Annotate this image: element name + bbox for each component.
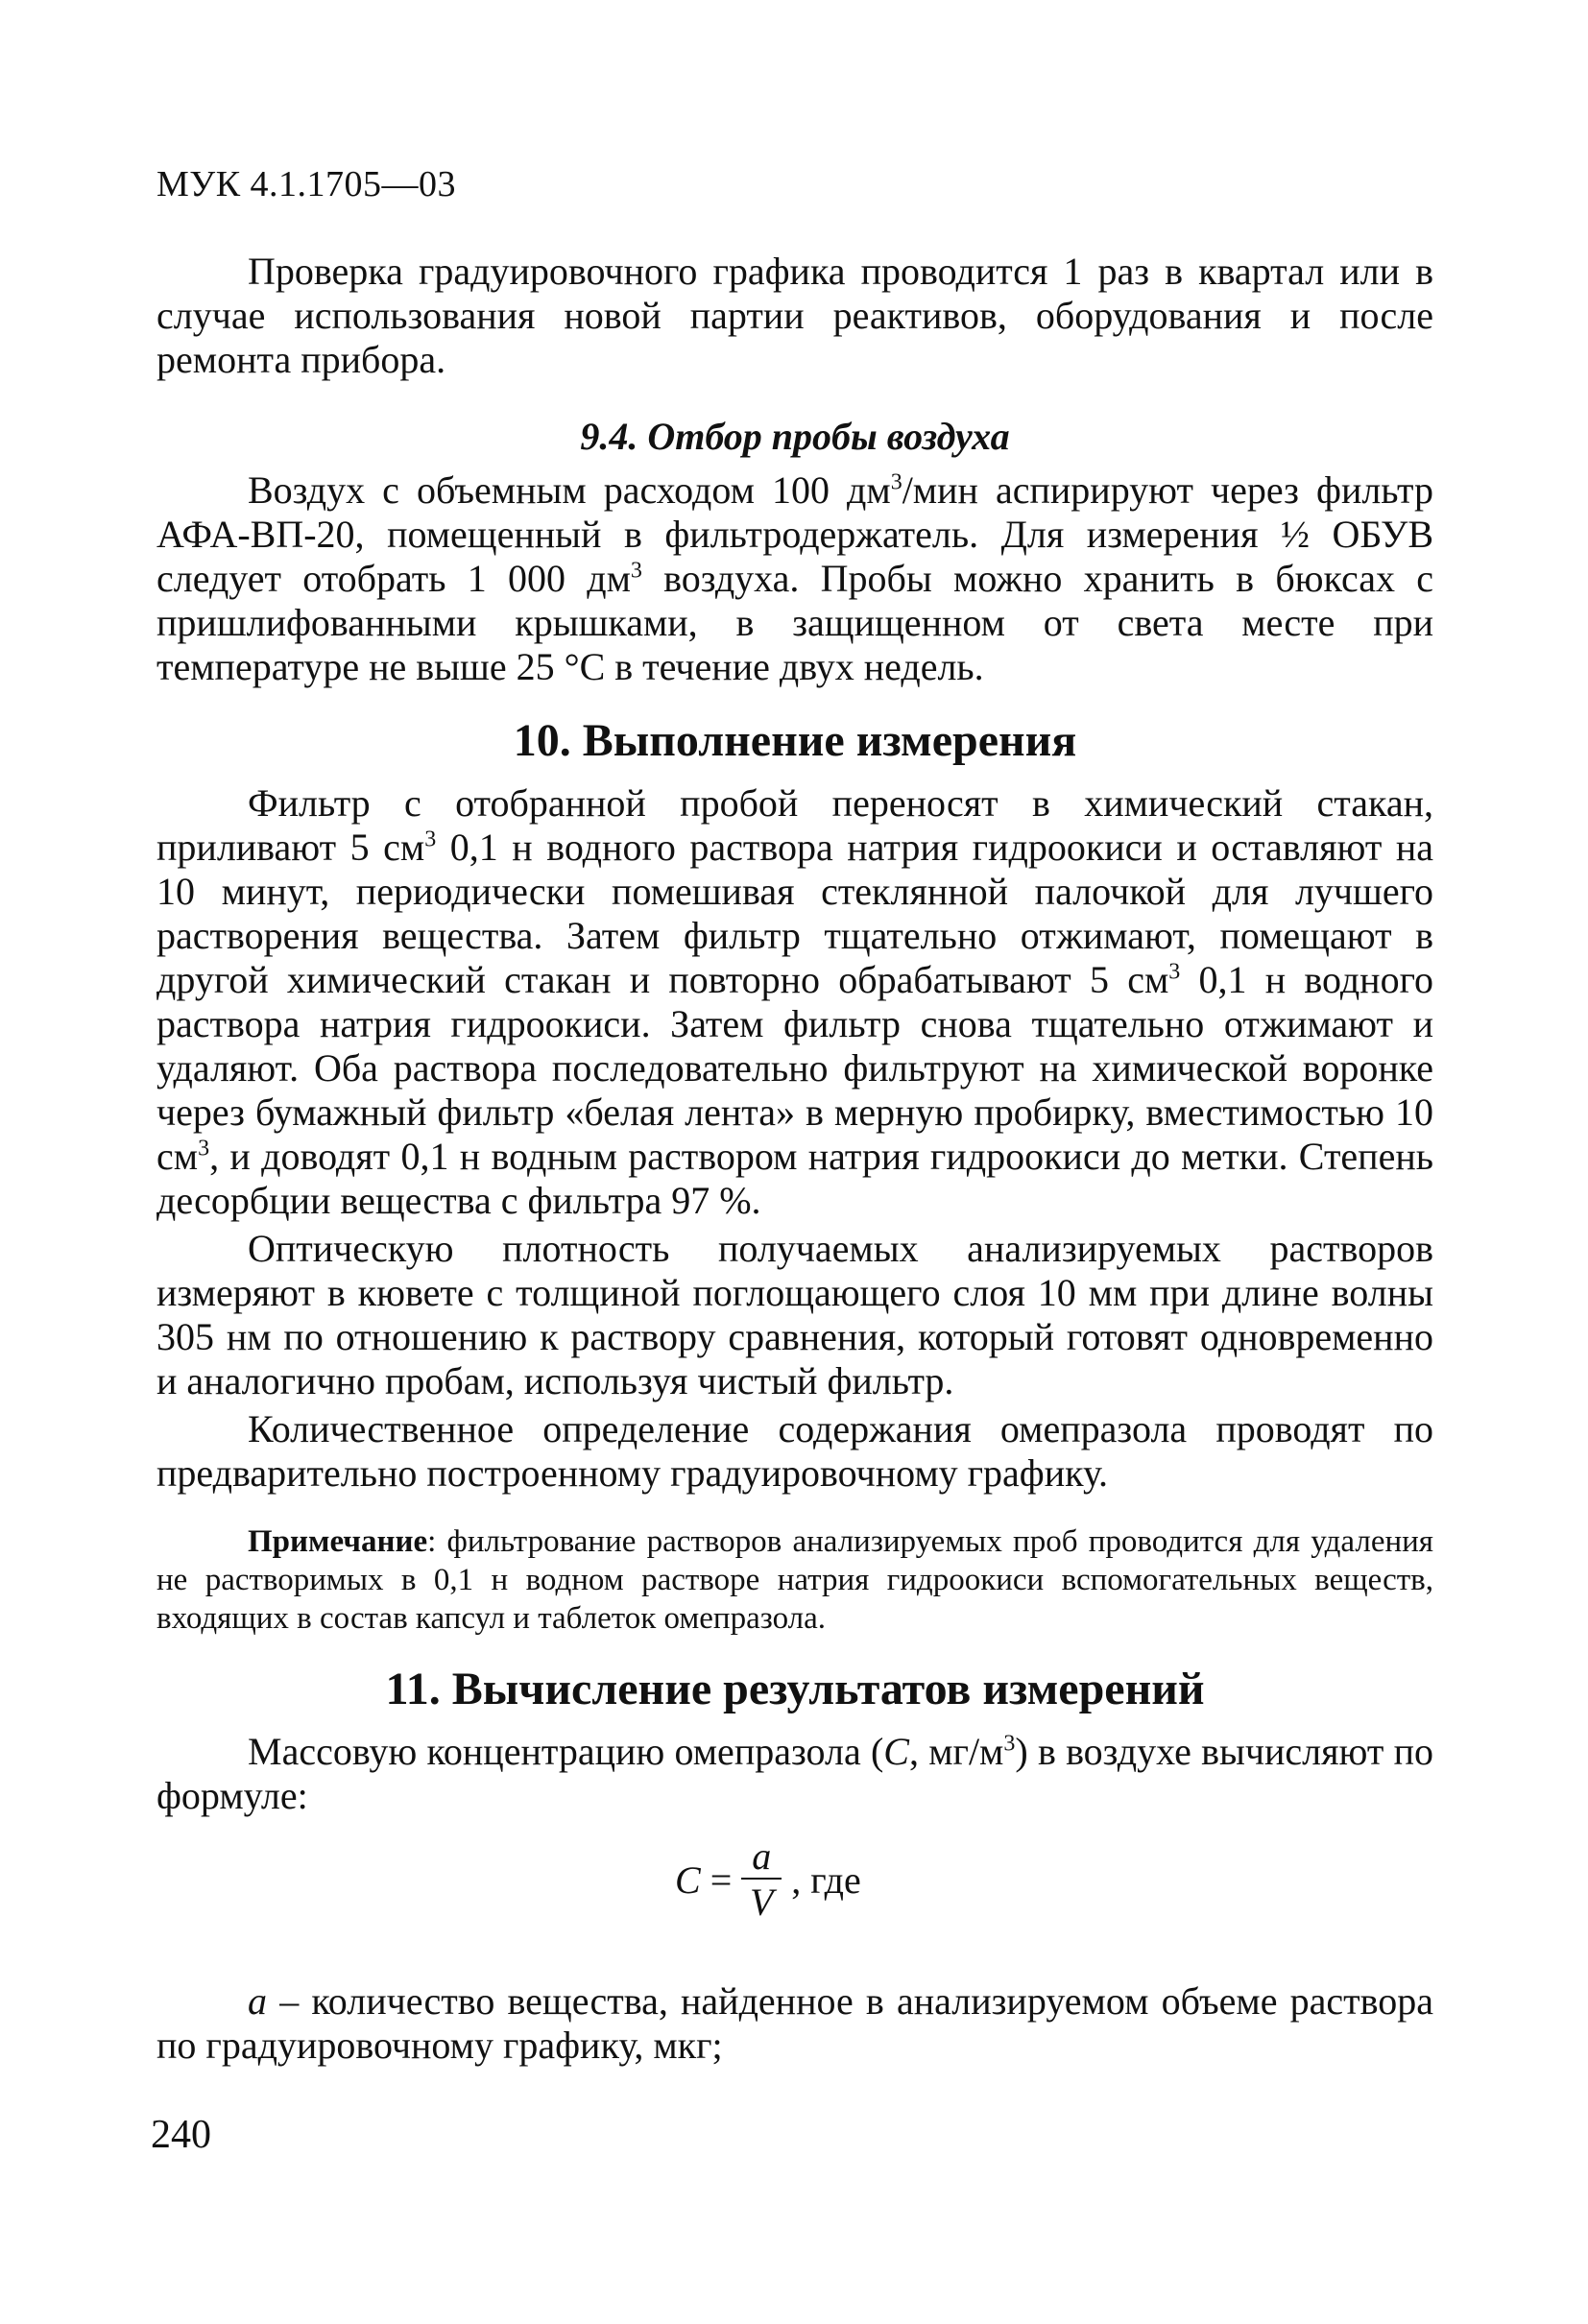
superscript: 3	[198, 1136, 210, 1162]
paragraph-measurement-procedure	[156, 781, 1433, 1223]
section-10-heading: 10. Выполнение измерения	[513, 715, 1077, 766]
text-run: Массовую концентрацию омепразола (	[248, 1730, 884, 1773]
paragraph-optical-density: Оптическую плотность получаемых анализируемых растворов измеряют в кювете с толщиной поглощающего слоя 10 мм при длине волны 305 нм по отношению к раствору сравнения, который готовят одновременно и аналогично пробам, используя чистый фильтр.	[156, 1227, 1433, 1402]
text-run: 0,1 н водного раствора натрия гидроокиси и оставляют на 10 минут, периодически помешивая стеклянной палочкой для лучшего растворения вещества. Затем фильтр тщательно отжимают, помещают в другой химический стакан и повторно обрабатывают 5 см	[156, 826, 1434, 1001]
section-11-heading: 11. Вычисление результатов измерений	[385, 1664, 1205, 1714]
superscript: 3	[1168, 959, 1181, 985]
text-run: Воздух с объемным расходом 100 дм	[248, 468, 891, 512]
text-run: ) в воздухе вычисляют по формуле:	[156, 1730, 1433, 1817]
text-run: , и доводят 0,1 н водным раствором натрия гидроокиси до метки. Степень десорбции вещества с фильтра 97 %.	[156, 1135, 1433, 1222]
superscript: 3	[630, 558, 642, 584]
note-text: : фильтрование растворов анализируемых проб проводится для удаления не растворимых в 0,1 н водном растворе натрия гидроокиси вспомогательных веществ, входящих в состав капсул и таблеток омепразола.	[156, 1524, 1433, 1636]
text-run: Фильтр с отобранной пробой переносят в химический стакан, приливают 5 см	[156, 781, 1433, 869]
formula-suffix: , где	[791, 1858, 861, 1902]
note-block	[156, 1522, 1433, 1638]
superscript: 3	[890, 469, 902, 495]
superscript: 3	[1003, 1731, 1016, 1757]
formula-equals: =	[710, 1858, 733, 1902]
page-content	[156, 250, 1433, 2072]
formula-fraction	[741, 1835, 782, 1926]
document-code: МУК 4.1.1705—03	[156, 164, 457, 204]
paragraph-definition-a	[156, 1979, 1433, 2068]
note-label: Примечание	[248, 1524, 428, 1559]
variable-a: a	[248, 1979, 267, 2023]
text-run: , мг/м	[908, 1730, 1004, 1773]
page-number: 240	[151, 2113, 211, 2157]
paragraph-graph-check: Проверка градуировочного графика проводится 1 раз в квартал или в случае использования новой партии реактивов, оборудования и после ремонта прибора.	[156, 250, 1433, 381]
concentration-formula	[675, 1835, 861, 1926]
variable-c: С	[883, 1730, 909, 1773]
formula-numerator: a	[752, 1834, 772, 1878]
text-run: – количество вещества, найденное в анализируемом объеме раствора по градуировочному графику, мкг;	[156, 1979, 1433, 2067]
text-run: /мин аспирируют через фильтр АФА-ВП-20, помещенный в фильтродержатель. Для измерения ½ ОБУВ следует отобрать 1 000 дм	[156, 468, 1433, 600]
section-9-4-heading: 9.4. Отбор пробы воздуха	[580, 415, 1010, 458]
text-run: воздуха. Пробы можно хранить в бюксах с пришлифованными крышками, в защищенном от света месте при температуре не выше 25 °С в течение двух недель.	[156, 557, 1433, 688]
paragraph-air-sampling	[156, 468, 1433, 689]
text-run: 0,1 н водного раствора натрия гидроокиси. Затем фильтр снова тщательно отжимают и удаляют. Оба раствора последовательно фильтруют на химической воронке через бумажный фильтр «белая лента» в мерную пробирку, вместимостью 10 см	[156, 958, 1433, 1178]
formula-block	[156, 1826, 1433, 1970]
formula-lhs: С	[675, 1858, 701, 1902]
formula-denominator: V	[750, 1881, 774, 1924]
paragraph-quantification: Количественное определение содержания омепразола проводят по предварительно построенному градуировочному графику.	[156, 1407, 1433, 1495]
paragraph-calculation-intro	[156, 1730, 1433, 1818]
superscript: 3	[424, 827, 437, 852]
